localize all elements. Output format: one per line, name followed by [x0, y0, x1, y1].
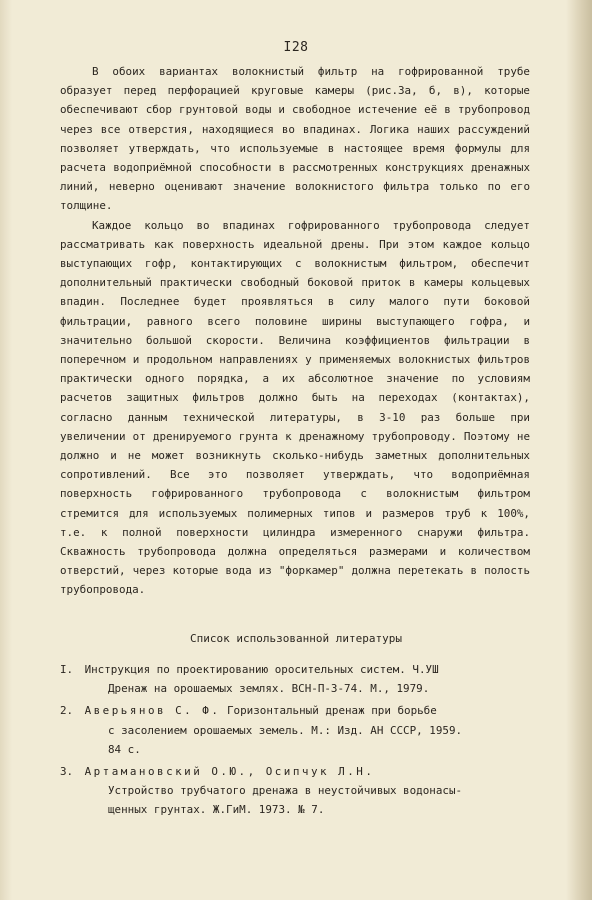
- reference-text: с засолением орошаемых земель. М.: Изд. АН СССР, 1959.: [108, 723, 463, 737]
- paragraph-1: В обоих вариантах волокнистый фильтр на гофрированной трубе образует перед перфорацией круговые камеры (рис.3а, б, в), которые обеспечивают сбор грунтовой воды и свободное истечение её в трубопровод через все отверстия, находящиеся во впадинах. Логика наших рассуждений позволяет утверждать, что используемые в настоящее время формулы для расчета водоприёмной способности в рассмотренных конструкциях дренажных линий, неверно оценивают значение волокнистого фильтра только по его толщине.: [60, 65, 530, 213]
- reference-text: Устройство трубчатого дренажа в неустойчивых водонасы-: [108, 784, 463, 798]
- reference-author: Аверьянов С. Ф.: [84, 704, 221, 718]
- reference-author: Артамановский О.Ю., Осипчук Л.Н.: [84, 765, 375, 779]
- reference-number: I.: [60, 663, 74, 676]
- references-title: Список использованной литературы: [190, 632, 402, 645]
- reference-text: Горизонтальный дренаж при борьбе: [226, 704, 437, 718]
- paragraph-2: Каждое кольцо во впадинах гофрированного трубопровода следует рассматривать как поверхность идеальной дрены. При этом каждое кольцо выступающих гофр, контактирующих с волокнистым фильтром, обеспечит дополнительный практически свободный боковой приток в камеры кольцевых впадин. Последнее будет проявляться в силу малого пути боковой фильтрации, равного всего половине ширины выступающего гофра, и значительно большой скорости. Величина коэффициентов фильтрации в поперечном и продольном направлениях у применяемых волокнистых фильтров практически одного порядка, а их абсолютное значение по условиям расчетов защитных фильтров должно быть на переходах (контактах), согласно данным технической литературы, в 3-10 раз больше при увеличении от дренируемого грунта к дренажному трубопроводу. Поэтому не должно и не может возникнуть сколько-нибудь заметных дополнительных сопротивлений. Все это позволяет утверждать, что водоприёмная поверхность гофрированного трубопровода с волокнистым фильтром стремится для используемых полимерных типов и размеров труб к 100%, т.е. к полной поверхности цилиндра измеренного снаружи фильтра. Скважность трубопровода должна определяться размерами и количеством отверстий, через которые вода из "форкамер" должна перетекать в полость трубопровода.: [60, 218, 530, 597]
- reference-text: 84 с.: [108, 742, 141, 756]
- references-list: [60, 660, 530, 823]
- reference-1: [60, 660, 530, 698]
- reference-text: щенных грунтах. Ж.ГиМ. 1973. № 7.: [108, 803, 325, 817]
- body-text: [60, 62, 530, 600]
- reference-3: [60, 762, 530, 820]
- reference-text: Инструкция по проектированию оросительных систем. Ч.УШ: [84, 663, 439, 676]
- reference-2: [60, 701, 530, 759]
- page-number: I28: [283, 40, 309, 55]
- reference-number: 3.: [60, 765, 74, 779]
- reference-number: 2.: [60, 704, 74, 718]
- page-edge-right: [566, 0, 592, 900]
- reference-text: Дренаж на орошаемых землях. ВСН-П-3-74. М., 1979.: [108, 682, 430, 696]
- page-edge-left: [0, 0, 12, 900]
